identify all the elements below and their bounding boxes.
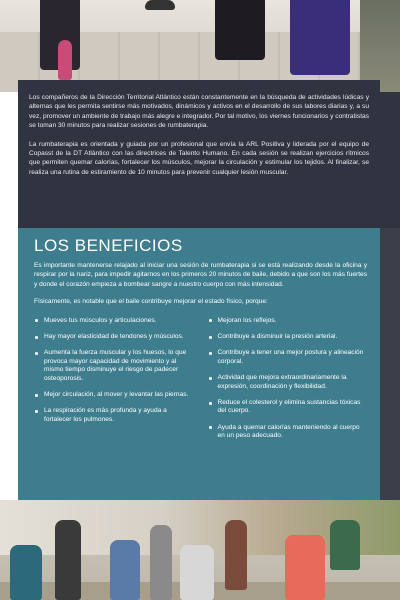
list-item [34,333,194,341]
list-item [208,399,368,416]
intro-paragraph: La rumbaterapia es orientada y guiada por un profesional que envía la ARL Positiva y liderada por el equipo de Copasst de la DT Atlántico con las directrices de Talento Humano. En cada sesión se realizan ejercicios rítmicos que permiten quemar calorías, fortalecer los músculos, mejorar la circulación y estimular los tejidos. Al finalizar, se realiza una rutina de estiramiento de 10 minutos para prevenir cualquier lesión muscular. [29,140,369,176]
list-item [34,391,194,399]
list-item-text: Aumenta la fuerza muscular y los huesos, lo que provoca mayor capacidad de movimiento y al mismo tiempo disminuye el riesgo de padecer osteoporosis. [44,349,187,382]
photo-person [225,520,247,590]
benefits-title: LOS BENEFICIOS [34,236,183,255]
bullet-icon [35,319,38,322]
photo-person [110,540,140,600]
photo-person [285,535,325,600]
photo-person [290,0,350,75]
photo-plant [330,520,360,570]
bullet-icon [35,352,38,355]
list-item-text: Actividad que mejora extraordinariamente la expresión, coordinación y flexibilidad. [217,374,347,390]
bullet-icon [209,336,212,339]
benefits-lists [34,317,367,449]
bullet-icon [209,319,212,322]
photo-person-legs [58,40,72,80]
list-item-text: Contribuye a disminuir la presión arterial. [217,333,338,341]
bullet-icon [209,352,212,355]
list-item [34,317,194,325]
edge-strip [380,228,400,503]
photo-person [55,520,81,600]
bullet-icon [209,426,212,429]
benefits-paragraph: Es importante mantenerse relajado al iniciar una sesión de rumbaterapia si se está realizando desde la oficina y respirar por la nariz, para impedir agitarnos en los primeros 20 minutos de baile, debido a que son los más fuertes y donde el corazón empieza a bombear sangre a nuestro cuerpo con más intensidad. [34,262,367,288]
list-item [34,407,194,424]
intro-box [18,80,380,228]
bottom-photo [0,500,400,600]
list-item [208,317,368,325]
list-item-text: Mejoran los reflejos. [217,316,277,324]
intro-paragraph: Los compañeros de la Dirección Territorial Atlántico están constantemente en la búsqueda de actividades lúdicas y alternas que les permita sentirse más motivados, dinámicos y activos en el desarrollo de sus labores diarias y, a su vez, promover un ambiente de trabajo más alegre e integrador. Por tal motivo, los viernes funcionarios y contratistas se toman 30 minutos para realizar sesiones de rumbaterapia. [29,94,369,130]
bullet-icon [209,377,212,380]
list-item [34,349,194,383]
list-item-text: La respiración es más profunda y ayuda a fortalecer los pulmones. [44,407,167,423]
list-item [208,424,368,441]
bullet-icon [209,402,212,405]
benefits-list-left [34,317,194,449]
photo-person [10,545,42,600]
list-item-text: Ayuda a quemar calorías manteniendo al cuerpo en un peso adecuado. [217,423,360,440]
photo-person [215,0,265,60]
benefits-list-right [208,317,368,449]
list-item-text: Mueves tus músculos y articulaciones. [44,316,157,324]
list-item-text: Contribuye a tener una mejor postura y alineación corporal. [217,349,364,365]
photo-person [180,545,214,600]
list-item [208,349,368,366]
list-item [208,333,368,341]
benefits-paragraph: Físicamente, es notable que el baile contribuye mejorar el estado físico, porque: [34,298,268,306]
benefits-section [18,228,380,500]
photo-shoe [145,0,175,10]
bullet-icon [35,410,38,413]
top-photo [0,0,400,92]
list-item-text: Mejor circulación, al mover y levantar las piernas. [44,391,189,399]
list-item-text: Reduce el colesterol y elimina sustancias tóxicas del cuerpo. [217,399,361,415]
list-item [208,374,368,391]
bullet-icon [35,394,38,397]
list-item-text: Hay mayor elasticidad de tendones y músculos. [44,333,184,341]
bullet-icon [35,336,38,339]
photo-window [360,0,400,92]
photo-person [150,525,172,600]
